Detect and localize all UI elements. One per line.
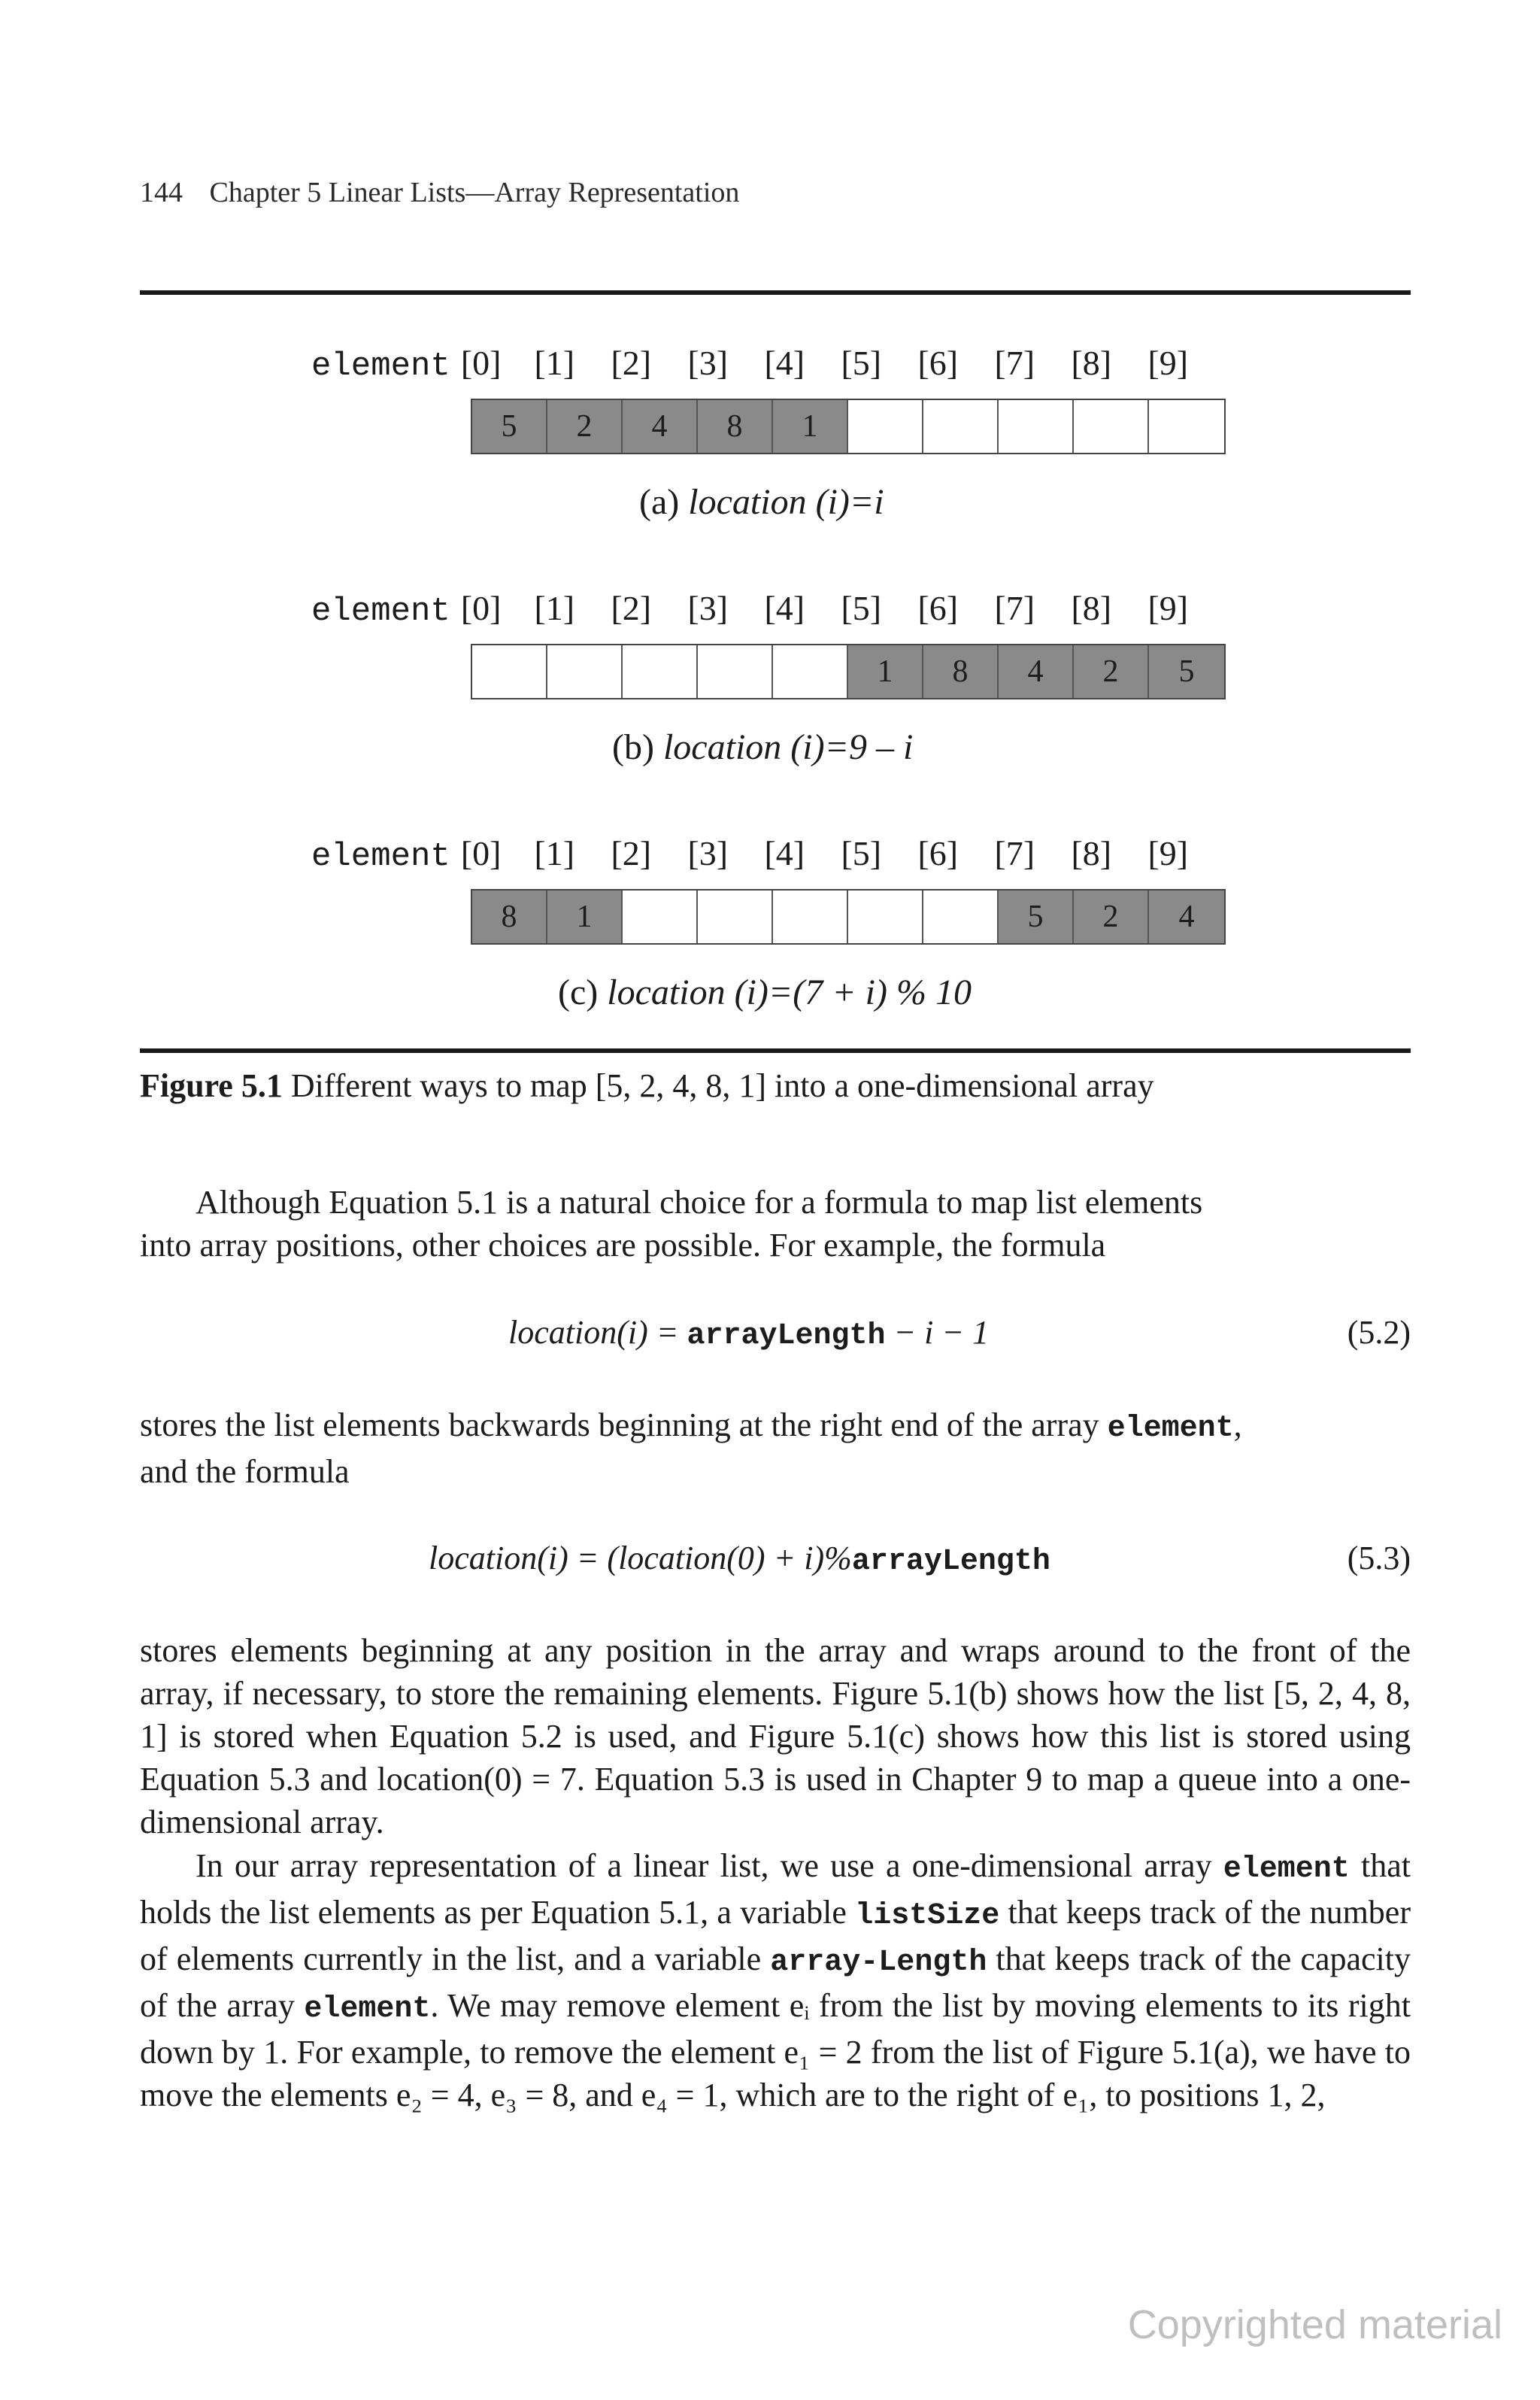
array-cell: 4 — [999, 645, 1074, 698]
figure-caption — [140, 1066, 1154, 1105]
array-label: element — [311, 347, 450, 385]
index-label: [0] — [460, 834, 502, 872]
index-label: [6] — [917, 834, 959, 872]
caption-b — [612, 727, 913, 768]
code-term: element — [1107, 1412, 1234, 1446]
array-a — [471, 399, 1226, 454]
array-cell: 4 — [1149, 891, 1224, 943]
watermark: Copyrighted material — [1127, 2302, 1502, 2347]
array-cell: 8 — [472, 891, 547, 943]
equation-code: arrayLength — [687, 1319, 886, 1353]
array-b — [471, 644, 1226, 699]
array-cell: 4 — [623, 400, 698, 453]
text-run: that holds the list elements as per Equation 5.1, a variable — [140, 1847, 1411, 1931]
page-number: 144 — [140, 177, 183, 208]
paragraph-2 — [140, 1403, 1411, 1493]
caption-italic: location — [607, 972, 726, 1012]
text-run: that keeps track of the capacity of the array — [140, 1940, 1411, 2024]
equation-lhs: location(i) = (location(0) + i)% — [429, 1540, 852, 1576]
array-cell — [999, 400, 1074, 453]
array-cell: 5 — [1149, 645, 1224, 698]
index-label: [2] — [611, 589, 652, 627]
equation-5-3 — [429, 1539, 1050, 1579]
array-cell — [773, 891, 848, 943]
index-label: [6] — [917, 589, 959, 627]
index-label: [2] — [611, 834, 652, 872]
text-run: that keeps track of the number of elements currently in the list, and a variable — [140, 1894, 1411, 1977]
array-cell: 1 — [848, 645, 923, 698]
array-cell — [848, 400, 923, 453]
caption-formula: (i)=i — [806, 482, 884, 522]
index-label: [3] — [687, 834, 729, 872]
index-label: [7] — [994, 589, 1035, 627]
text-run: . We may remove element eᵢ from the list by moving elements to its right down by 1. For example, to remove the element e₁ = 2 from the list of Figure 5.1(a), we have to move the elements e₂ = 4, e₃ = 8, and e₄ = 1, which are to the right of e₁, to positions 1, 2, — [140, 1987, 1411, 2113]
index-label: [8] — [1071, 344, 1112, 382]
index-label: [4] — [764, 344, 805, 382]
array-cell — [547, 645, 623, 698]
array-cell: 2 — [1074, 891, 1149, 943]
text-run: , — [1233, 1406, 1242, 1443]
text-line: Although Equation 5.1 is a natural choice for a formula to map list elements — [196, 1184, 1203, 1221]
running-title: Chapter 5 Linear Lists—Array Representation — [209, 177, 740, 208]
index-label: [5] — [841, 589, 882, 627]
index-label: [7] — [994, 344, 1035, 382]
equation-rhs: − i − 1 — [885, 1314, 990, 1351]
equation-lhs: location(i) = — [508, 1314, 687, 1351]
array-c — [471, 889, 1226, 945]
array-cell — [848, 891, 923, 943]
index-label: [7] — [994, 834, 1035, 872]
caption-prefix: (b) — [612, 727, 663, 767]
index-label: [0] — [460, 344, 502, 382]
caption-prefix: (a) — [639, 482, 689, 522]
equation-number: (5.2) — [1347, 1314, 1411, 1351]
index-row-a — [311, 343, 1224, 385]
index-label: [9] — [1147, 834, 1189, 872]
running-head — [140, 176, 739, 209]
array-cell — [698, 891, 773, 943]
paragraph-4 — [140, 1844, 1411, 2116]
index-label: [9] — [1147, 344, 1189, 382]
paragraph-3 — [140, 1629, 1411, 1843]
array-label: element — [311, 838, 450, 875]
index-label: [5] — [841, 834, 882, 872]
figure-caption-text: Different ways to map [5, 2, 4, 8, 1] into a one-dimensional array — [282, 1067, 1154, 1104]
figure-bottom-rule — [140, 1048, 1411, 1053]
array-cell — [773, 645, 848, 698]
array-cell: 5 — [472, 400, 547, 453]
caption-c — [558, 972, 972, 1013]
array-cell — [623, 645, 698, 698]
index-label: [8] — [1071, 834, 1112, 872]
index-label: [8] — [1071, 589, 1112, 627]
index-label: [3] — [687, 589, 729, 627]
equation-5-2 — [508, 1313, 989, 1353]
code-term: element — [1223, 1852, 1350, 1886]
array-cell: 5 — [999, 891, 1074, 943]
index-row-c — [311, 833, 1224, 875]
index-label: [3] — [687, 344, 729, 382]
caption-prefix: (c) — [558, 972, 608, 1012]
figure-label: Figure 5.1 — [140, 1067, 283, 1104]
text-line: into array positions, other choices are possible. For example, the formula — [140, 1227, 1106, 1264]
index-label: [2] — [611, 344, 652, 382]
array-cell: 8 — [698, 400, 773, 453]
index-label: [4] — [764, 589, 805, 627]
array-cell: 1 — [547, 891, 623, 943]
index-row-b — [311, 588, 1224, 630]
array-cell: 8 — [923, 645, 999, 698]
array-cell — [698, 645, 773, 698]
paragraph-1 — [140, 1181, 1411, 1267]
text-run: stores the list elements backwards beginning at the right end of the array — [140, 1406, 1108, 1443]
caption-italic: location — [662, 727, 782, 767]
caption-italic: location — [688, 482, 807, 522]
array-label: element — [311, 593, 450, 630]
caption-formula: (i)=(7 + i) % 10 — [725, 972, 972, 1012]
index-label: [1] — [534, 344, 575, 382]
caption-formula: (i)=9 – i — [781, 727, 914, 767]
index-label: [0] — [460, 589, 502, 627]
array-cell — [923, 400, 999, 453]
text-line: and the formula — [140, 1453, 350, 1490]
index-label: [1] — [534, 589, 575, 627]
equation-code: arrayLength — [851, 1545, 1050, 1579]
equation-number: (5.3) — [1347, 1540, 1411, 1576]
code-term: element — [304, 1992, 431, 2026]
array-cell: 2 — [1074, 645, 1149, 698]
index-label: [1] — [534, 834, 575, 872]
text-run: In our array representation of a linear list, we use a one-dimensional array — [196, 1847, 1223, 1884]
index-label: [4] — [764, 834, 805, 872]
figure-top-rule — [140, 290, 1411, 295]
array-cell — [623, 891, 698, 943]
array-cell: 2 — [547, 400, 623, 453]
array-cell — [1074, 400, 1149, 453]
caption-a — [639, 481, 884, 523]
index-label: [5] — [841, 344, 882, 382]
array-cell: 1 — [773, 400, 848, 453]
index-label: [9] — [1147, 589, 1189, 627]
text-run: stores elements beginning at any position in the array and wraps around to the front of the array, if necessary, to store the remaining elements. Figure 5.1(b) shows how the list [5, 2, 4, 8, 1] is stored when Equation 5.2 is used, and Figure 5.1(c) shows how this list is stored using Equation 5.3 and location(0) = 7. Equation 5.3 is used in Chapter 9 to map a queue into a one-dimensional array. — [140, 1632, 1411, 1840]
array-cell — [923, 891, 999, 943]
code-term: listSize — [855, 1899, 1000, 1933]
array-cell — [472, 645, 547, 698]
code-term: array-Length — [770, 1946, 987, 1980]
array-cell — [1149, 400, 1224, 453]
index-label: [6] — [917, 344, 959, 382]
